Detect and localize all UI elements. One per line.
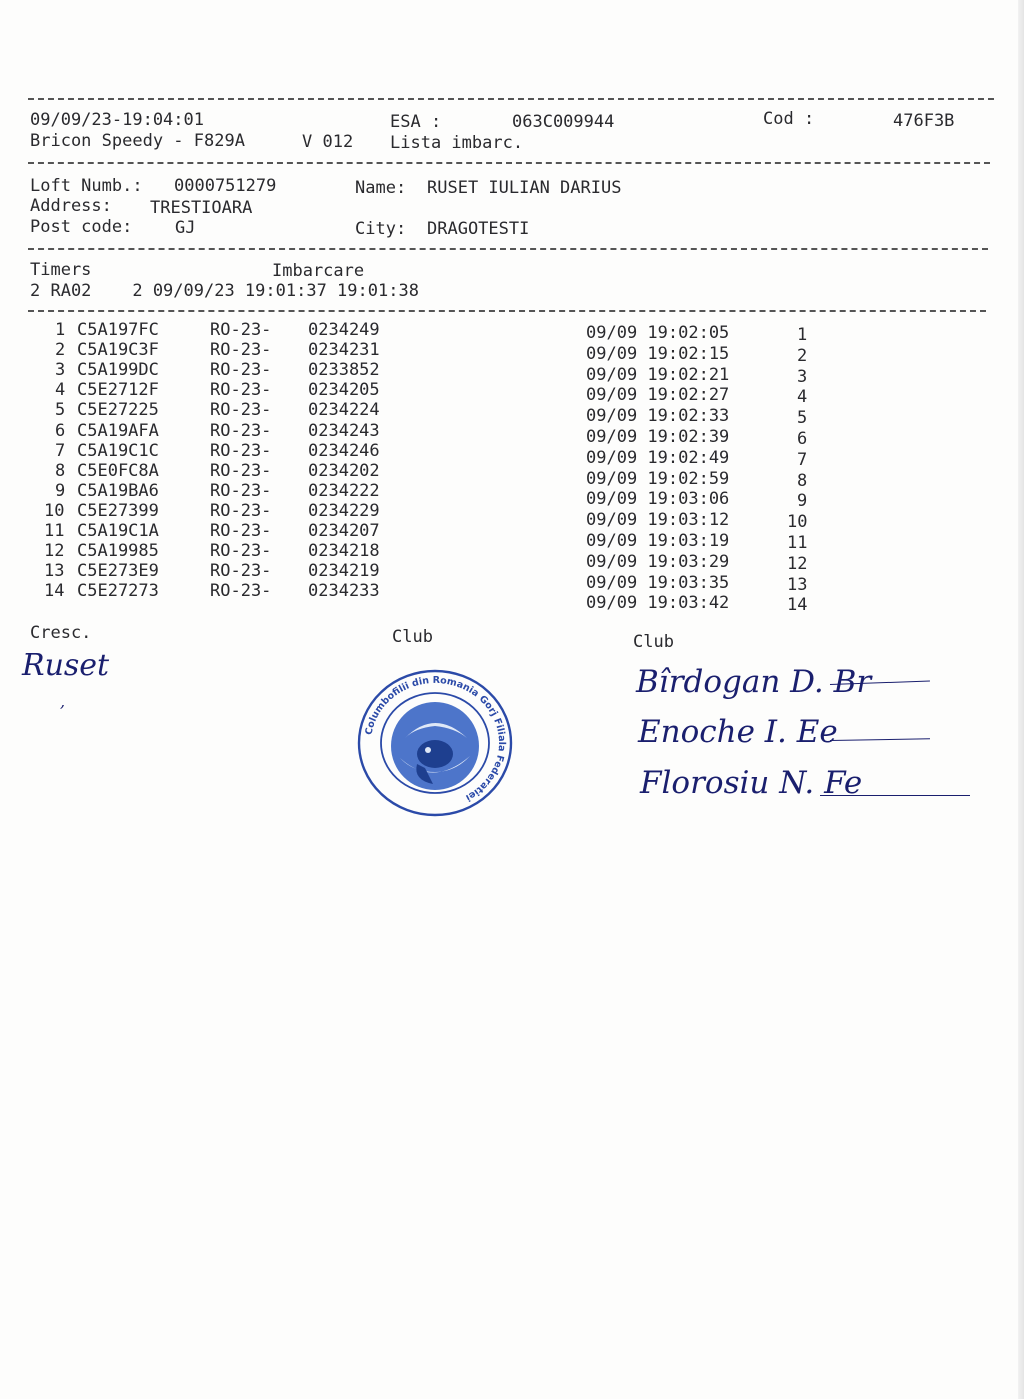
chip-code: C5E0FC8A [77, 460, 159, 481]
chip-code: C5E2712F [77, 380, 159, 401]
ring-prefix: RO-23- [210, 440, 272, 461]
row-number: 7 [55, 440, 66, 461]
arrival-time: 09/09 19:03:35 [586, 572, 730, 593]
arrival-index: 6 [797, 429, 808, 449]
ring-prefix: RO-23- [210, 420, 272, 441]
chip-code: C5E27399 [77, 500, 159, 521]
club-signature-2: Enoche I. Ee [638, 714, 838, 750]
row-number: 4 [55, 380, 66, 401]
chip-code: C5E27225 [77, 400, 159, 421]
row-number: 13 [44, 561, 65, 582]
chip-code: C5A19BA6 [77, 480, 159, 501]
loft-number-value: 0000751279 [174, 176, 277, 196]
row-number: 3 [55, 360, 66, 381]
row-number: 9 [55, 480, 66, 501]
ring-number: 0234246 [308, 440, 380, 461]
arrival-index: 9 [797, 491, 808, 512]
header-esa-value: 063C009944 [512, 112, 615, 132]
arrival-time: 09/09 19:02:49 [586, 447, 730, 468]
ring-prefix: RO-23- [210, 541, 272, 562]
ring-number: 0233852 [308, 360, 380, 381]
arrival-index: 2 [797, 345, 808, 366]
page-edge-shadow [1018, 0, 1024, 1399]
row-number: 1 [55, 320, 66, 340]
arrival-time: 09/09 19:02:21 [586, 364, 730, 385]
club-signature-1: Bîrdogan D. Br [636, 664, 872, 700]
header-device: Bricon Speedy - F829A [30, 131, 245, 151]
arrival-index: 1 [797, 325, 808, 345]
separator-loft [28, 248, 988, 250]
arrival-time: 09/09 19:02:27 [586, 385, 730, 406]
arrival-time: 09/09 19:02:15 [586, 343, 730, 364]
ring-number: 0234205 [308, 380, 380, 401]
timers-line: 2 RA02 2 09/09/23 19:01:37 19:01:38 [30, 281, 419, 301]
breeder-signature: Ruset [22, 648, 110, 683]
chip-code: C5A197FC [77, 320, 159, 340]
loft-name-value: RUSET IULIAN DARIUS [427, 178, 622, 198]
row-number: 8 [55, 460, 66, 481]
row-number: 5 [55, 400, 66, 421]
svg-text:Columbofilii din Romania Gorj: Columbofilii din Romania Gorj Filiala Federatiei [363, 674, 508, 804]
row-number: 6 [55, 420, 66, 441]
loft-postcode-label: Post code: [30, 217, 133, 237]
club-stamp [355, 668, 515, 818]
ring-number: 0234229 [308, 500, 380, 521]
arrival-time: 09/09 19:02:59 [586, 468, 730, 489]
chip-code: C5E273E9 [77, 561, 159, 582]
ring-number: 0234233 [308, 581, 380, 602]
arrival-index: 7 [797, 449, 808, 470]
arrival-index: 4 [797, 387, 808, 408]
ring-prefix: RO-23- [210, 380, 272, 401]
ring-number: 0234224 [308, 400, 380, 421]
ring-number: 0234231 [308, 340, 380, 361]
arrival-index: 12 [787, 553, 808, 574]
row-number: 12 [44, 541, 65, 562]
ring-prefix: RO-23- [210, 340, 272, 361]
arrival-time: 09/09 19:03:06 [586, 489, 730, 510]
loft-address-label: Address: [30, 196, 112, 216]
arrival-time: 09/09 19:02:33 [586, 406, 730, 427]
ring-number: 0234207 [308, 521, 380, 541]
separator-timers [28, 310, 986, 312]
chip-code: C5A19C1A [77, 521, 159, 541]
arrival-time: 09/09 19:02:39 [586, 427, 730, 447]
arrival-time: 09/09 19:02:05 [586, 323, 730, 343]
loft-number-label: Loft Numb.: [30, 176, 143, 196]
row-number: 11 [44, 521, 65, 541]
arrival-index: 8 [797, 470, 808, 491]
arrival-time: 09/09 19:03:42 [586, 593, 730, 614]
timers-label: Timers [30, 260, 92, 280]
chip-code: C5A19C1C [77, 440, 159, 461]
ring-number: 0234222 [308, 480, 380, 501]
arrival-time: 09/09 19:03:12 [586, 510, 730, 531]
cresc-label: Cresc. [30, 623, 92, 643]
row-number: 14 [44, 581, 65, 602]
ring-prefix: RO-23- [210, 320, 272, 340]
header-esa-label: ESA : [390, 112, 442, 132]
club-label-2: Club [633, 632, 674, 652]
loft-city-value: DRAGOTESTI [427, 219, 530, 239]
row-number: 2 [55, 340, 66, 361]
chip-code: C5E27273 [77, 581, 159, 602]
loft-name-label: Name: [355, 178, 407, 198]
arrival-index: 10 [787, 512, 808, 533]
loft-address-value: TRESTIOARA [150, 198, 253, 218]
club-signature-3: Florosiu N. Fe [640, 765, 863, 801]
ring-prefix: RO-23- [210, 480, 272, 501]
separator-top [28, 98, 994, 100]
arrival-index: 11 [787, 533, 808, 553]
club-signature-2-underline [830, 738, 930, 741]
chip-code: C5A19C3F [77, 340, 159, 361]
ring-number: 0234219 [308, 561, 380, 582]
ring-number: 0234202 [308, 460, 380, 481]
ring-number: 0234218 [308, 541, 380, 562]
header-list-title: Lista imbarc. [390, 133, 524, 153]
ring-prefix: RO-23- [210, 500, 272, 521]
signature-tick: , [60, 692, 66, 711]
ring-prefix: RO-23- [210, 400, 272, 421]
header-version: V 012 [302, 132, 354, 152]
loft-postcode-value: GJ [175, 218, 196, 238]
ring-prefix: RO-23- [210, 561, 272, 582]
chip-code: C5A199DC [77, 360, 159, 381]
header-datetime: 09/09/23-19:04:01 [30, 110, 204, 130]
separator-header [28, 162, 990, 164]
ring-prefix: RO-23- [210, 581, 272, 602]
chip-code: C5A19985 [77, 541, 159, 562]
chip-code: C5A19AFA [77, 420, 159, 441]
arrival-time: 09/09 19:03:19 [586, 531, 730, 551]
row-number: 10 [44, 500, 65, 521]
ring-number: 0234243 [308, 420, 380, 441]
arrival-index: 3 [797, 366, 808, 387]
loft-city-label: City: [355, 219, 407, 239]
club-signature-3-underline [820, 795, 970, 796]
ring-prefix: RO-23- [210, 460, 272, 481]
ring-prefix: RO-23- [210, 521, 272, 541]
arrival-time: 09/09 19:03:29 [586, 551, 730, 572]
ring-prefix: RO-23- [210, 360, 272, 381]
arrival-index: 5 [797, 408, 808, 429]
header-cod-value: 476F3B [893, 111, 955, 131]
imbarcare-label: Imbarcare [272, 261, 365, 281]
header-cod-label: Cod : [763, 109, 815, 129]
arrival-index: 14 [787, 595, 808, 616]
arrival-index: 13 [787, 574, 808, 595]
ring-number: 0234249 [308, 320, 380, 340]
club-label-1: Club [392, 627, 433, 647]
